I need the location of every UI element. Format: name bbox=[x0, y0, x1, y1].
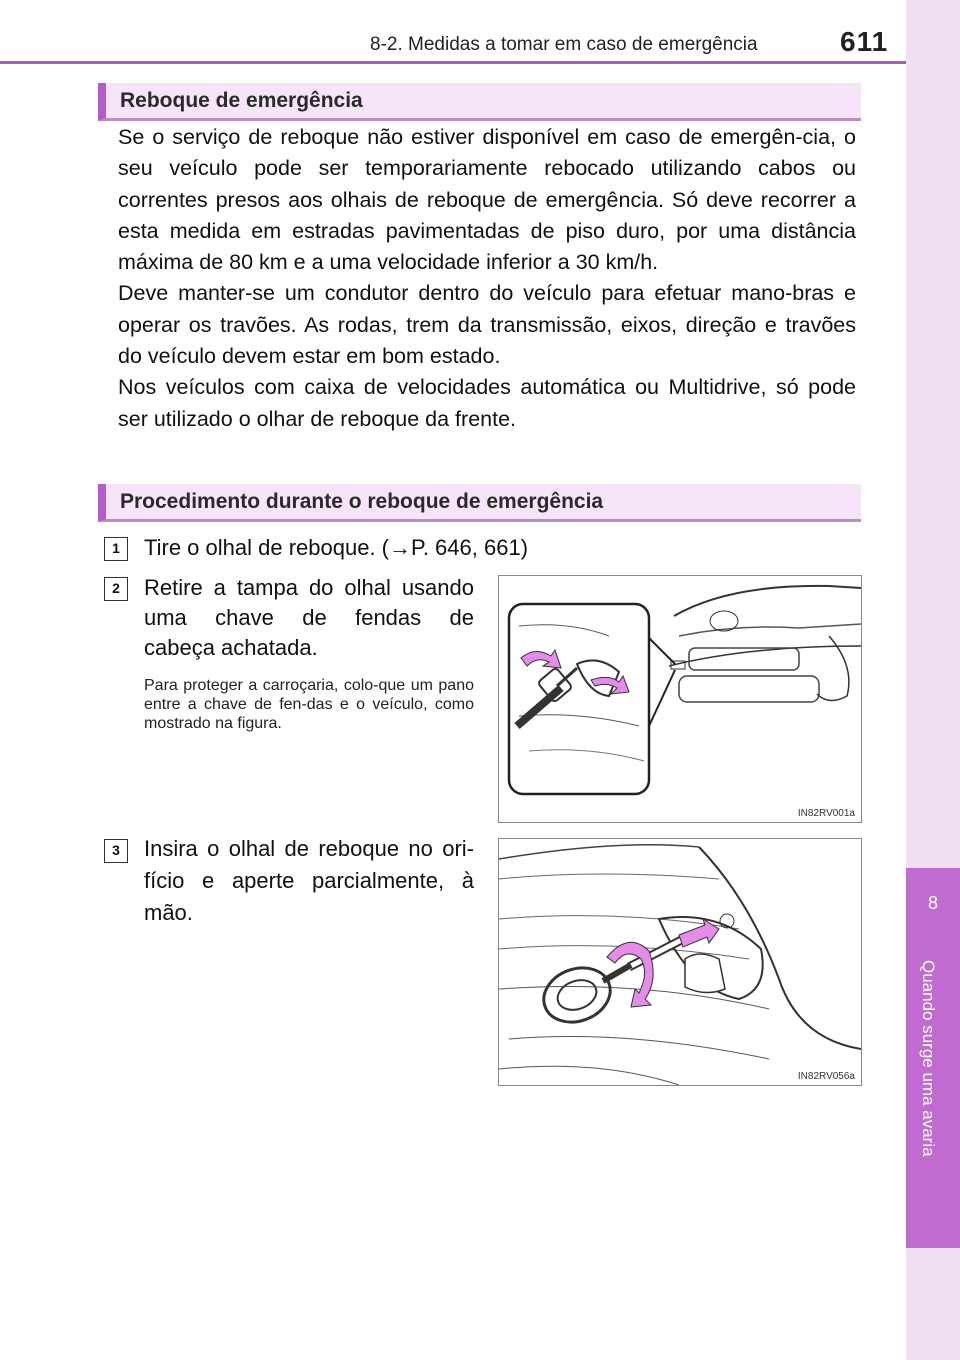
section-heading-emergency-towing: Reboque de emergência bbox=[98, 83, 861, 121]
figure-insert-eyelet bbox=[498, 838, 862, 1086]
step-number-badge: 2 bbox=[104, 577, 128, 601]
figure-illustration-insert-eyelet bbox=[499, 839, 861, 1085]
step-1-text: Tire o olhal de reboque. (→P. 646, 661) bbox=[144, 535, 529, 560]
step-3-text-line: fício e aperte parcialmente, à bbox=[144, 868, 474, 893]
side-tab-number: 8 bbox=[927, 893, 938, 913]
step-2-text-line: Retire a tampa do olhal usando bbox=[144, 575, 474, 600]
header-section-title: 8-2. Medidas a tomar em caso de emergência bbox=[370, 34, 758, 55]
figure-code: IN82RV001a bbox=[797, 808, 855, 819]
page-number: 611 bbox=[840, 26, 889, 57]
side-tab-label: Quando surge uma avaria bbox=[919, 960, 938, 1157]
section-heading-procedure: Procedimento durante o reboque de emergência bbox=[98, 484, 861, 522]
figure-remove-cover bbox=[498, 575, 862, 823]
header-divider bbox=[0, 61, 906, 64]
step-3-text-line: mão. bbox=[144, 900, 193, 925]
step-3-text-line: Insira o olhal de reboque no ori- bbox=[144, 836, 474, 861]
intro-paragraph: Nos veículos com caixa de velocidades automática ou Multidrive, só pode ser utilizado o olhar de reboque da frente. bbox=[118, 375, 856, 431]
intro-text bbox=[118, 122, 856, 435]
step-number-badge: 3 bbox=[104, 839, 128, 863]
intro-paragraph: Se o serviço de reboque não estiver disponível em caso de emergên-cia, o seu veículo pode ser temporariamente rebocado utilizando cabos ou correntes presos aos olhais de reboque de emergência. Só deve recorrer a esta medida em estradas pavimentadas de piso duro, por uma distância máxima de 80 km e a uma velocidade inferior a 30 km/h. bbox=[118, 125, 856, 275]
step-2-text-line: cabeça achatada. bbox=[144, 635, 318, 660]
intro-paragraph: Deve manter-se um condutor dentro do veículo para efetuar mano-bras e operar os travões. As rodas, trem da transmissão, eixos, direção e travões do veículo devem estar em bom estado. bbox=[118, 281, 856, 369]
step-2-text-line: uma chave de fendas de bbox=[144, 605, 474, 630]
step-2-note: Para proteger a carroçaria, colo-que um pano entre a chave de fen-das e o veículo, como mostrado na figura. bbox=[144, 677, 474, 732]
figure-code: IN82RV056a bbox=[797, 1071, 855, 1082]
figure-illustration-remove-cover bbox=[499, 576, 861, 822]
step-number-badge: 1 bbox=[104, 537, 128, 561]
